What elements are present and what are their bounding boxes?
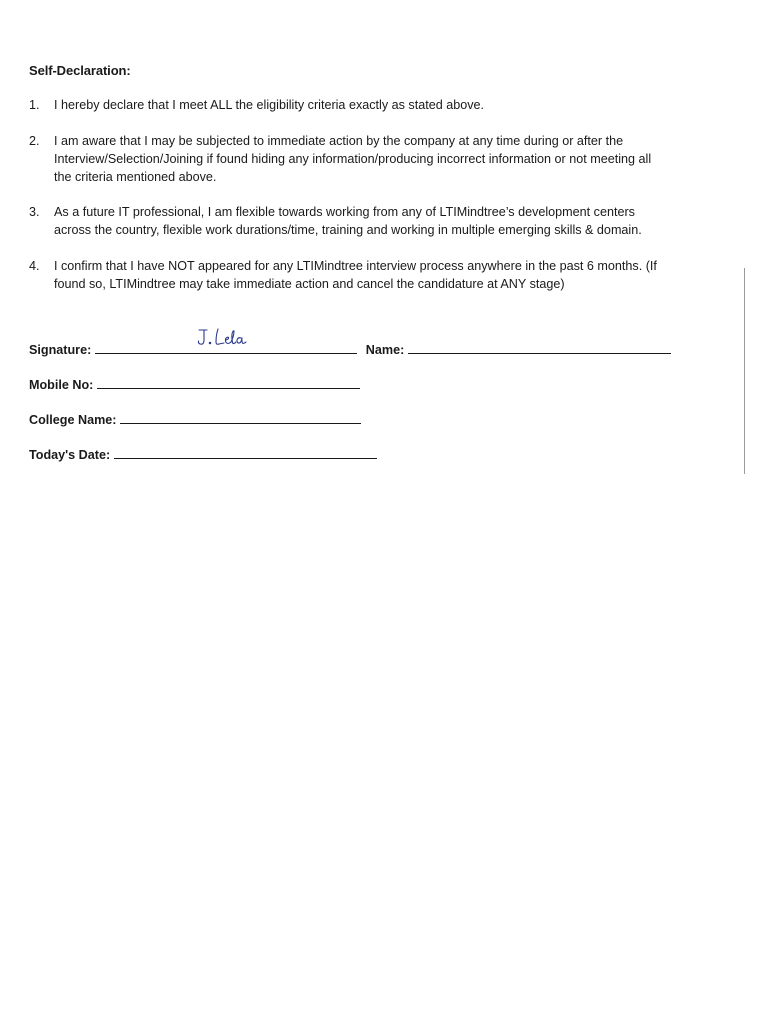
signature-label: Signature: [29,343,92,357]
item-number: 1. [29,98,40,112]
item-line: across the country, flexible work durations/time, training and working in multiple emerging skills & domain. [54,223,642,237]
mobile-row [29,377,360,392]
mobile-label: Mobile No: [29,378,94,392]
name-line[interactable] [408,342,671,354]
signature-row [29,342,671,357]
college-label: College Name: [29,413,117,427]
date-row [29,447,377,462]
mobile-line[interactable] [97,377,360,389]
item-text [54,257,754,293]
item-line: I confirm that I have NOT appeared for any LTIMindtree interview process anywhere in the past 6 months. (If [54,259,657,273]
page-heading: Self-Declaration: [29,63,131,78]
item-line: the criteria mentioned above. [54,170,217,184]
date-line[interactable] [114,447,377,459]
item-line: found so, LTIMindtree may take immediate action and cancel the candidature at ANY stage) [54,277,565,291]
college-line[interactable] [120,412,361,424]
item-line: Interview/Selection/Joining if found hiding any information/producing incorrect information or not meeting all [54,152,652,166]
page-edge-rule [744,268,745,474]
item-text [54,203,754,239]
signature-line[interactable] [95,342,357,354]
item-line: As a future IT professional, I am flexible towards working from any of LTIMindtree’s development centers [54,205,635,219]
item-number: 3. [29,205,40,219]
date-label: Today's Date: [29,448,111,462]
item-text [54,96,754,114]
name-label: Name: [365,343,405,357]
item-number: 2. [29,134,40,148]
item-line: I am aware that I may be subjected to immediate action by the company at any time during or after the [54,134,624,148]
item-line: I hereby declare that I meet ALL the eligibility criteria exactly as stated above. [54,98,485,112]
item-text [54,132,754,186]
college-row [29,412,361,427]
item-number: 4. [29,259,40,273]
